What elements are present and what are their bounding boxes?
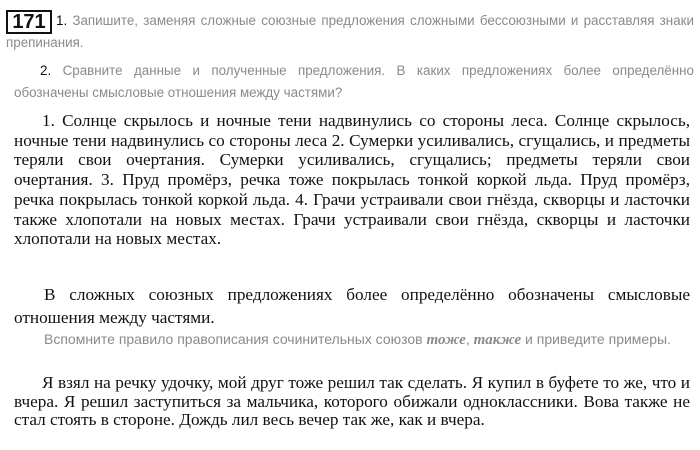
task-2 xyxy=(14,60,694,104)
task-2-text: Сравните данные и полученные предложения. В каких предложениях более определённо обозначены смысловые отношения между частями? xyxy=(14,63,694,100)
task-1 xyxy=(6,10,694,54)
answer-3-paragraph: Я взял на речку удочку, мой друг тоже решил так сделать. Я купил в буфете то же, что и вчера. Я решил заступиться за мальчика, которого обижали одноклассники. Вова также не стал стоять в стороне. Дождь лил весь вечер так же, как и вчера. xyxy=(14,373,690,430)
task-2-label: 2. xyxy=(40,63,52,78)
answer-2-paragraph: В сложных союзных предложениях более определённо обозначены смысловые отношения между частями. xyxy=(14,285,690,327)
rule-word-1: тоже xyxy=(426,332,466,348)
exercise-number: 171 xyxy=(6,10,52,34)
rule-separator: , xyxy=(465,331,474,347)
rule-reminder xyxy=(14,330,678,349)
task-1-text: Запишите, заменяя сложные союзные предложения сложными бессоюзными и расставляя знаки препинания. xyxy=(6,13,694,50)
answer-1-paragraph: 1. Солнце скрылось и ночные тени надвинулись со стороны леса. Солнце скрылось, ночные тени надвинулись со стороны леса 2. Сумерки усиливались, сгущались, и предметы теряли свои очертания. Сумерки усиливались, сгущались; предметы теряли свои очертания. 3. Пруд промёрз, речка тоже покрылась тонкой коркой льда. Пруд промёрз, речка покрылась тонкой коркой льда. 4. Грачи устраивали свои гнёзда, скворцы и ласточки также хлопотали на новых местах. Грачи устраивали свои гнёзда, скворцы и ласточки хлопотали на новых местах. xyxy=(14,111,690,249)
task-1-label: 1. xyxy=(56,13,68,28)
rule-text-before: Вспомните правило правописания сочинительных союзов xyxy=(44,331,427,347)
rule-word-2: также xyxy=(473,332,522,348)
rule-text-after: и приведите примеры. xyxy=(521,331,671,347)
